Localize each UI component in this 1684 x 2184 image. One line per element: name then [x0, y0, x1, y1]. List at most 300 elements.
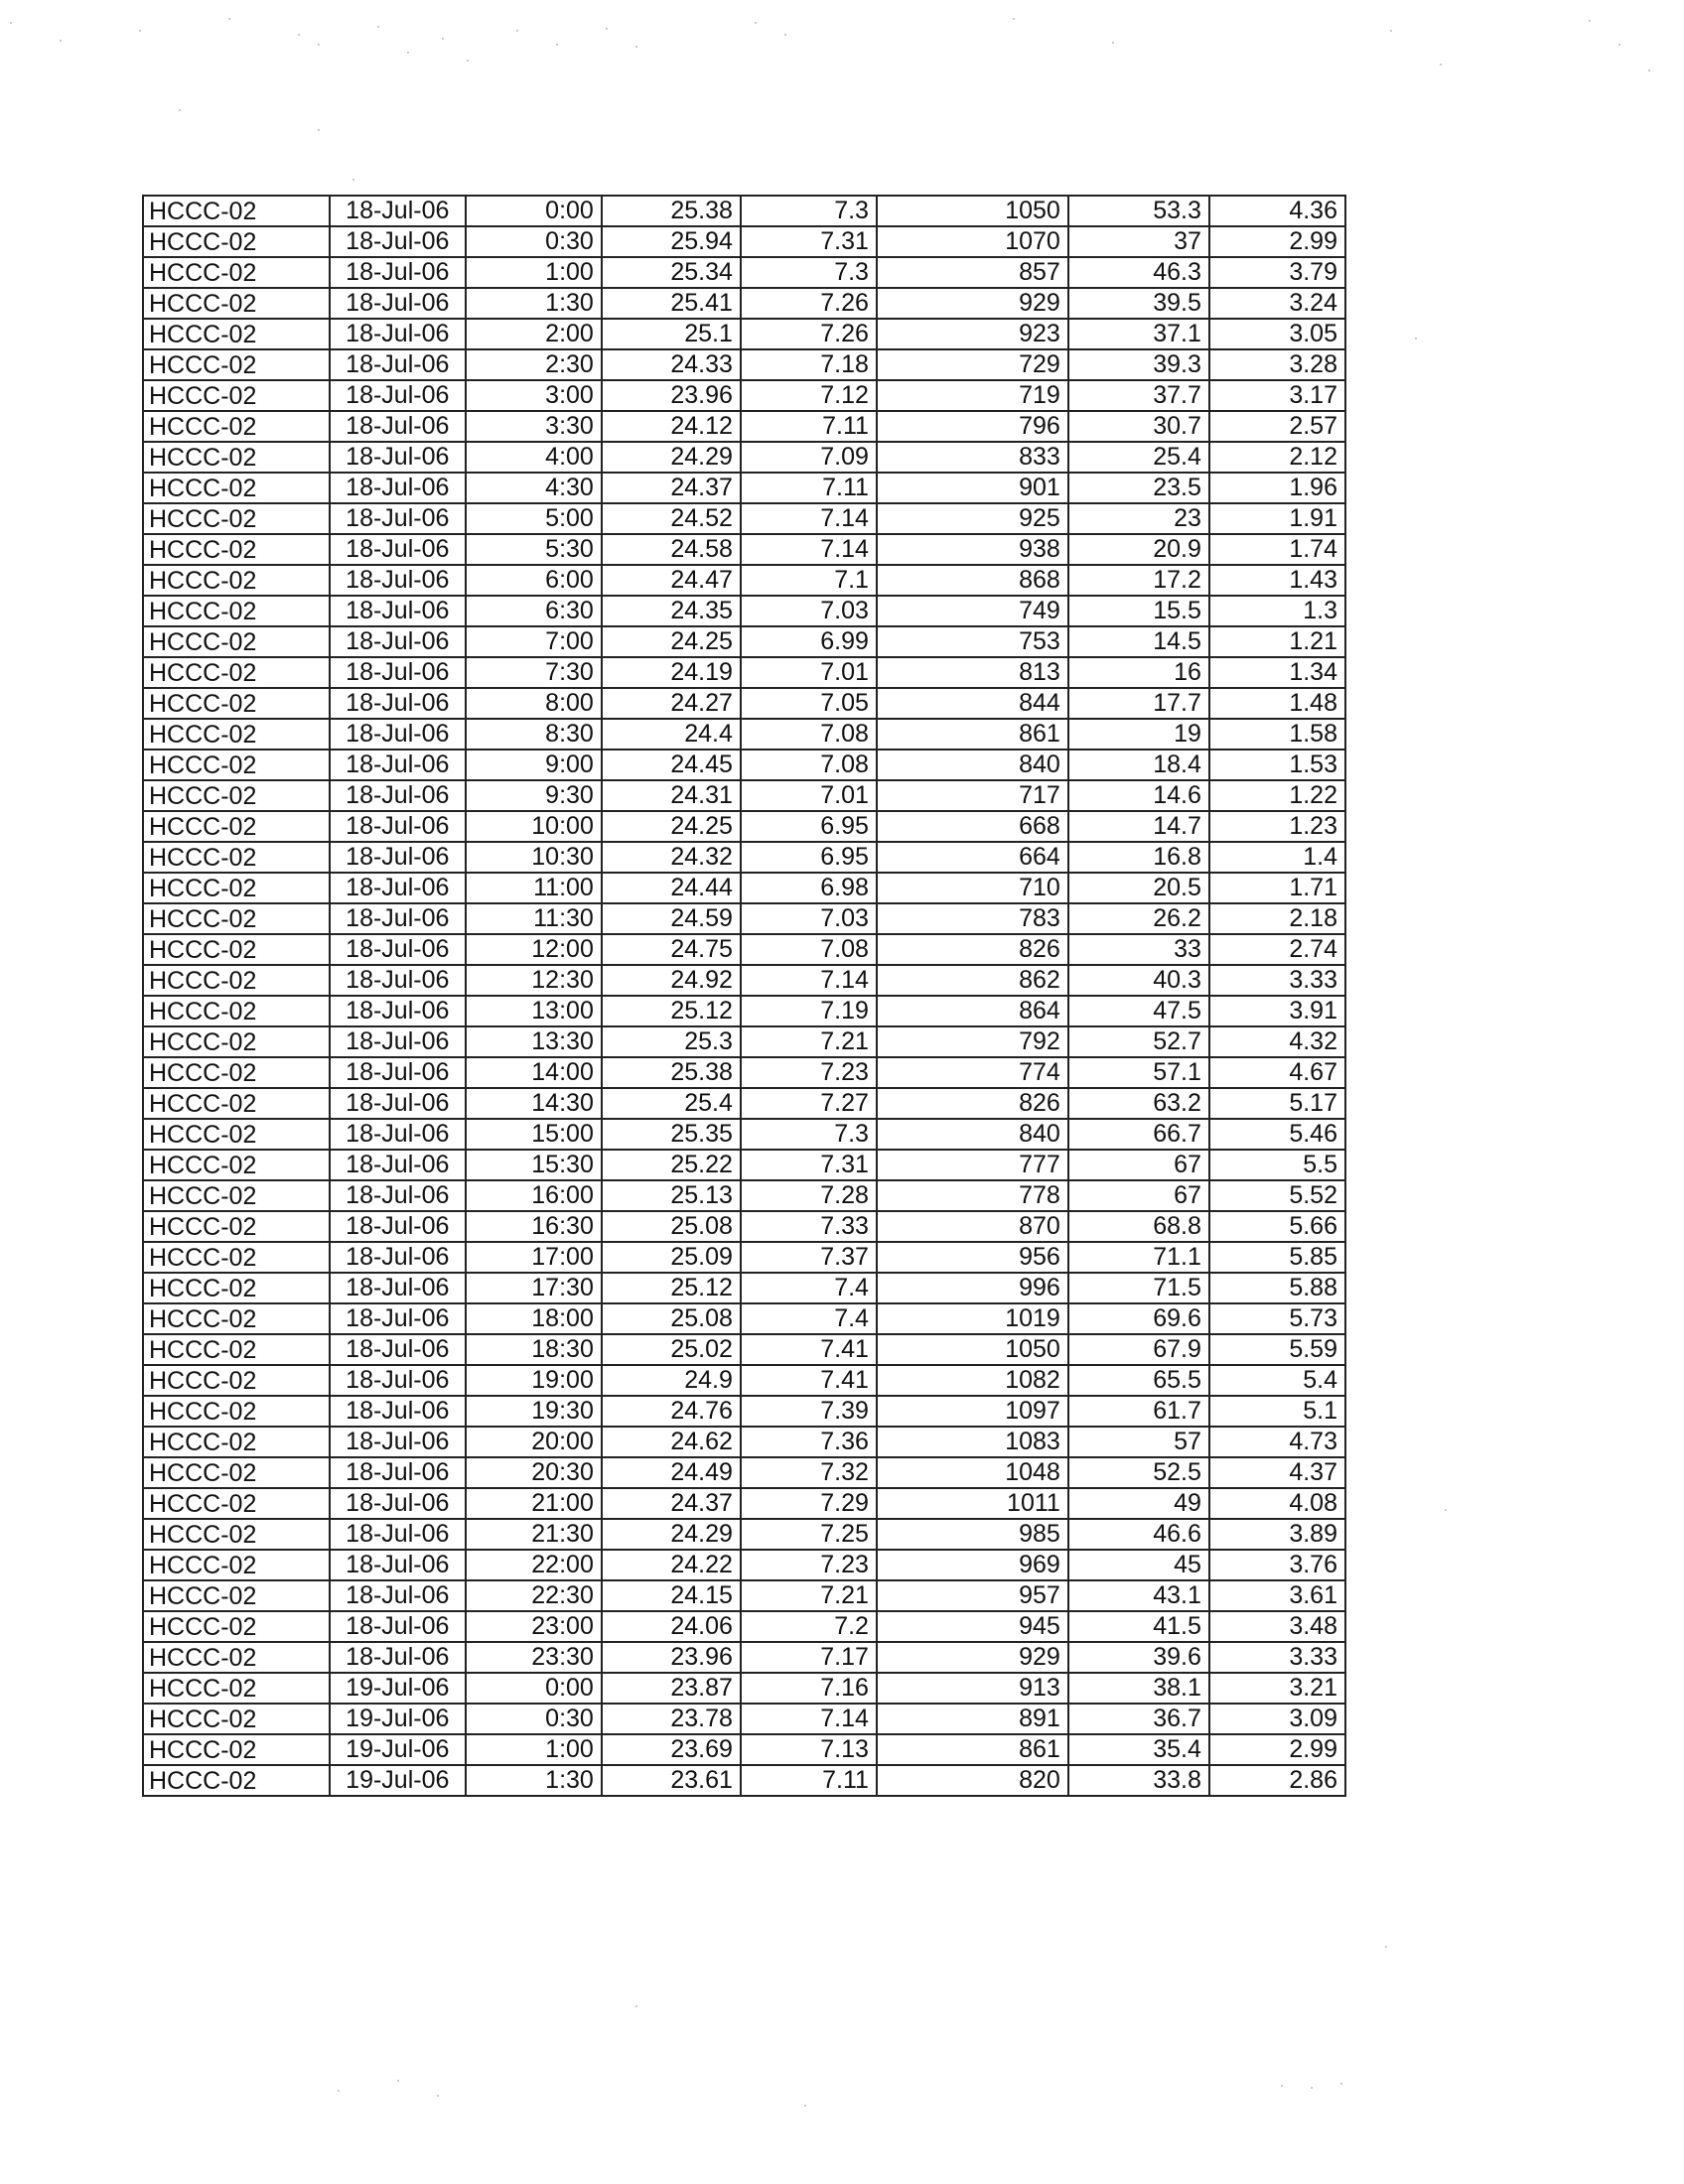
table-row	[143, 596, 1345, 626]
date-cell: 18-Jul-06	[330, 1057, 466, 1088]
value-cell: 1.21	[1209, 626, 1345, 657]
value-cell: 7.4	[741, 1273, 877, 1303]
site-cell: HCCC-02	[143, 1180, 330, 1211]
value-cell: 5.59	[1209, 1334, 1345, 1365]
site-cell: HCCC-02	[143, 1088, 330, 1119]
table-row	[143, 1704, 1345, 1734]
date-cell: 18-Jul-06	[330, 503, 466, 534]
value-cell: 7.3	[741, 196, 877, 226]
date-cell: 19-Jul-06	[330, 1704, 466, 1734]
value-cell: 25.3	[602, 1026, 741, 1057]
site-cell: HCCC-02	[143, 1427, 330, 1457]
value-cell: 24.22	[602, 1550, 741, 1580]
value-cell: 69.6	[1068, 1303, 1209, 1334]
value-cell: 24.37	[602, 473, 741, 503]
date-cell: 18-Jul-06	[330, 473, 466, 503]
date-cell: 18-Jul-06	[330, 965, 466, 996]
date-cell: 18-Jul-06	[330, 1611, 466, 1642]
value-cell: 24.44	[602, 873, 741, 903]
time-cell: 22:30	[466, 1580, 602, 1611]
value-cell: 2.74	[1209, 934, 1345, 965]
table-row	[143, 411, 1345, 442]
site-cell: HCCC-02	[143, 1026, 330, 1057]
value-cell: 25.22	[602, 1150, 741, 1180]
value-cell: 2.99	[1209, 1734, 1345, 1765]
table-row	[143, 1488, 1345, 1519]
value-cell: 2.57	[1209, 411, 1345, 442]
table-row	[143, 196, 1345, 226]
site-cell: HCCC-02	[143, 657, 330, 688]
value-cell: 14.6	[1068, 780, 1209, 811]
site-cell: HCCC-02	[143, 1119, 330, 1150]
value-cell: 1.34	[1209, 657, 1345, 688]
value-cell: 7.17	[741, 1642, 877, 1673]
table-row	[143, 719, 1345, 750]
value-cell: 7.3	[741, 1119, 877, 1150]
table-row	[143, 1611, 1345, 1642]
value-cell: 969	[877, 1550, 1068, 1580]
value-cell: 729	[877, 349, 1068, 380]
value-cell: 826	[877, 934, 1068, 965]
value-cell: 46.6	[1068, 1519, 1209, 1550]
time-cell: 10:30	[466, 842, 602, 873]
value-cell: 3.33	[1209, 965, 1345, 996]
date-cell: 18-Jul-06	[330, 257, 466, 288]
value-cell: 68.8	[1068, 1211, 1209, 1242]
table-row	[143, 811, 1345, 842]
value-cell: 5.1	[1209, 1396, 1345, 1427]
time-cell: 2:30	[466, 349, 602, 380]
site-cell: HCCC-02	[143, 1488, 330, 1519]
site-cell: HCCC-02	[143, 934, 330, 965]
value-cell: 24.19	[602, 657, 741, 688]
date-cell: 18-Jul-06	[330, 1550, 466, 1580]
date-cell: 18-Jul-06	[330, 1365, 466, 1396]
time-cell: 4:30	[466, 473, 602, 503]
date-cell: 18-Jul-06	[330, 1026, 466, 1057]
table-row	[143, 688, 1345, 719]
value-cell: 25.38	[602, 196, 741, 226]
time-cell: 15:00	[466, 1119, 602, 1150]
value-cell: 3.33	[1209, 1642, 1345, 1673]
table-row	[143, 965, 1345, 996]
time-cell: 14:00	[466, 1057, 602, 1088]
site-cell: HCCC-02	[143, 503, 330, 534]
value-cell: 25.12	[602, 1273, 741, 1303]
time-cell: 0:30	[466, 1704, 602, 1734]
value-cell: 664	[877, 842, 1068, 873]
value-cell: 71.5	[1068, 1273, 1209, 1303]
value-cell: 5.46	[1209, 1119, 1345, 1150]
date-cell: 18-Jul-06	[330, 442, 466, 473]
value-cell: 4.36	[1209, 196, 1345, 226]
date-cell: 18-Jul-06	[330, 719, 466, 750]
value-cell: 18.4	[1068, 750, 1209, 780]
table-row	[143, 288, 1345, 319]
value-cell: 3.61	[1209, 1580, 1345, 1611]
time-cell: 3:30	[466, 411, 602, 442]
value-cell: 24.12	[602, 411, 741, 442]
value-cell: 7.11	[741, 411, 877, 442]
site-cell: HCCC-02	[143, 1150, 330, 1180]
value-cell: 7.4	[741, 1303, 877, 1334]
site-cell: HCCC-02	[143, 688, 330, 719]
time-cell: 16:30	[466, 1211, 602, 1242]
value-cell: 1.71	[1209, 873, 1345, 903]
date-cell: 18-Jul-06	[330, 1303, 466, 1334]
time-cell: 9:30	[466, 780, 602, 811]
time-cell: 20:30	[466, 1457, 602, 1488]
date-cell: 18-Jul-06	[330, 1273, 466, 1303]
value-cell: 1.48	[1209, 688, 1345, 719]
table-row	[143, 1057, 1345, 1088]
value-cell: 1.58	[1209, 719, 1345, 750]
site-cell: HCCC-02	[143, 1211, 330, 1242]
value-cell: 7.41	[741, 1334, 877, 1365]
table-row	[143, 257, 1345, 288]
value-cell: 20.5	[1068, 873, 1209, 903]
table-row	[143, 1026, 1345, 1057]
table-row	[143, 319, 1345, 349]
site-cell: HCCC-02	[143, 1673, 330, 1704]
value-cell: 1.96	[1209, 473, 1345, 503]
value-cell: 868	[877, 565, 1068, 596]
value-cell: 7.14	[741, 503, 877, 534]
value-cell: 1.4	[1209, 842, 1345, 873]
date-cell: 18-Jul-06	[330, 1642, 466, 1673]
value-cell: 24.59	[602, 903, 741, 934]
table-row	[143, 565, 1345, 596]
date-cell: 18-Jul-06	[330, 1519, 466, 1550]
site-cell: HCCC-02	[143, 811, 330, 842]
value-cell: 52.5	[1068, 1457, 1209, 1488]
value-cell: 833	[877, 442, 1068, 473]
value-cell: 923	[877, 319, 1068, 349]
site-cell: HCCC-02	[143, 750, 330, 780]
value-cell: 668	[877, 811, 1068, 842]
value-cell: 1.43	[1209, 565, 1345, 596]
table-row	[143, 349, 1345, 380]
value-cell: 7.32	[741, 1457, 877, 1488]
table-row	[143, 1734, 1345, 1765]
date-cell: 19-Jul-06	[330, 1673, 466, 1704]
value-cell: 7.3	[741, 257, 877, 288]
site-cell: HCCC-02	[143, 1396, 330, 1427]
site-cell: HCCC-02	[143, 1734, 330, 1765]
value-cell: 17.7	[1068, 688, 1209, 719]
site-cell: HCCC-02	[143, 1765, 330, 1796]
value-cell: 7.33	[741, 1211, 877, 1242]
value-cell: 7.01	[741, 657, 877, 688]
value-cell: 891	[877, 1704, 1068, 1734]
value-cell: 25.09	[602, 1242, 741, 1273]
time-cell: 5:00	[466, 503, 602, 534]
value-cell: 925	[877, 503, 1068, 534]
value-cell: 3.28	[1209, 349, 1345, 380]
value-cell: 985	[877, 1519, 1068, 1550]
time-cell: 14:30	[466, 1088, 602, 1119]
site-cell: HCCC-02	[143, 1057, 330, 1088]
value-cell: 938	[877, 534, 1068, 565]
value-cell: 24.27	[602, 688, 741, 719]
value-cell: 17.2	[1068, 565, 1209, 596]
table-row	[143, 1303, 1345, 1334]
value-cell: 25.1	[602, 319, 741, 349]
site-cell: HCCC-02	[143, 1580, 330, 1611]
date-cell: 18-Jul-06	[330, 1396, 466, 1427]
value-cell: 25.41	[602, 288, 741, 319]
value-cell: 6.99	[741, 626, 877, 657]
value-cell: 956	[877, 1242, 1068, 1273]
date-cell: 18-Jul-06	[330, 349, 466, 380]
value-cell: 7.36	[741, 1427, 877, 1457]
site-cell: HCCC-02	[143, 1457, 330, 1488]
date-cell: 18-Jul-06	[330, 1150, 466, 1180]
date-cell: 18-Jul-06	[330, 196, 466, 226]
date-cell: 18-Jul-06	[330, 1242, 466, 1273]
value-cell: 7.14	[741, 534, 877, 565]
site-cell: HCCC-02	[143, 380, 330, 411]
value-cell: 49	[1068, 1488, 1209, 1519]
value-cell: 25.34	[602, 257, 741, 288]
date-cell: 18-Jul-06	[330, 1580, 466, 1611]
value-cell: 1097	[877, 1396, 1068, 1427]
site-cell: HCCC-02	[143, 1519, 330, 1550]
value-cell: 24.25	[602, 811, 741, 842]
value-cell: 24.32	[602, 842, 741, 873]
value-cell: 719	[877, 380, 1068, 411]
date-cell: 18-Jul-06	[330, 319, 466, 349]
value-cell: 7.26	[741, 319, 877, 349]
table-row	[143, 534, 1345, 565]
value-cell: 7.05	[741, 688, 877, 719]
site-cell: HCCC-02	[143, 226, 330, 257]
value-cell: 3.76	[1209, 1550, 1345, 1580]
value-cell: 33	[1068, 934, 1209, 965]
value-cell: 1011	[877, 1488, 1068, 1519]
value-cell: 778	[877, 1180, 1068, 1211]
table-row	[143, 1150, 1345, 1180]
value-cell: 61.7	[1068, 1396, 1209, 1427]
value-cell: 5.66	[1209, 1211, 1345, 1242]
time-cell: 23:30	[466, 1642, 602, 1673]
value-cell: 1.74	[1209, 534, 1345, 565]
table-row	[143, 1427, 1345, 1457]
table-row	[143, 1088, 1345, 1119]
time-cell: 1:30	[466, 288, 602, 319]
site-cell: HCCC-02	[143, 1550, 330, 1580]
date-cell: 18-Jul-06	[330, 380, 466, 411]
value-cell: 901	[877, 473, 1068, 503]
value-cell: 3.91	[1209, 996, 1345, 1026]
value-cell: 3.17	[1209, 380, 1345, 411]
time-cell: 12:00	[466, 934, 602, 965]
time-cell: 3:00	[466, 380, 602, 411]
table-row	[143, 380, 1345, 411]
time-cell: 18:30	[466, 1334, 602, 1365]
value-cell: 24.33	[602, 349, 741, 380]
value-cell: 3.89	[1209, 1519, 1345, 1550]
value-cell: 25.35	[602, 1119, 741, 1150]
value-cell: 1050	[877, 196, 1068, 226]
value-cell: 14.7	[1068, 811, 1209, 842]
value-cell: 25.4	[1068, 442, 1209, 473]
time-cell: 2:00	[466, 319, 602, 349]
date-cell: 18-Jul-06	[330, 1211, 466, 1242]
value-cell: 23.87	[602, 1673, 741, 1704]
time-cell: 21:00	[466, 1488, 602, 1519]
value-cell: 6.95	[741, 842, 877, 873]
value-cell: 16.8	[1068, 842, 1209, 873]
value-cell: 24.37	[602, 1488, 741, 1519]
date-cell: 18-Jul-06	[330, 934, 466, 965]
time-cell: 12:30	[466, 965, 602, 996]
time-cell: 1:00	[466, 257, 602, 288]
table-row	[143, 473, 1345, 503]
value-cell: 7.08	[741, 719, 877, 750]
value-cell: 4.32	[1209, 1026, 1345, 1057]
date-cell: 18-Jul-06	[330, 811, 466, 842]
site-cell: HCCC-02	[143, 1242, 330, 1273]
value-cell: 24.4	[602, 719, 741, 750]
value-cell: 19	[1068, 719, 1209, 750]
table-row	[143, 750, 1345, 780]
value-cell: 996	[877, 1273, 1068, 1303]
value-cell: 840	[877, 750, 1068, 780]
value-cell: 7.39	[741, 1396, 877, 1427]
value-cell: 7.23	[741, 1057, 877, 1088]
table-row	[143, 226, 1345, 257]
time-cell: 7:00	[466, 626, 602, 657]
value-cell: 4.37	[1209, 1457, 1345, 1488]
value-cell: 24.45	[602, 750, 741, 780]
time-cell: 11:00	[466, 873, 602, 903]
value-cell: 7.21	[741, 1026, 877, 1057]
table-row	[143, 873, 1345, 903]
value-cell: 24.92	[602, 965, 741, 996]
value-cell: 796	[877, 411, 1068, 442]
date-cell: 18-Jul-06	[330, 288, 466, 319]
value-cell: 25.12	[602, 996, 741, 1026]
value-cell: 63.2	[1068, 1088, 1209, 1119]
site-cell: HCCC-02	[143, 1334, 330, 1365]
table-row	[143, 1273, 1345, 1303]
value-cell: 24.29	[602, 442, 741, 473]
value-cell: 7.03	[741, 903, 877, 934]
value-cell: 23.61	[602, 1765, 741, 1796]
site-cell: HCCC-02	[143, 1365, 330, 1396]
value-cell: 7.03	[741, 596, 877, 626]
value-cell: 861	[877, 1734, 1068, 1765]
value-cell: 20.9	[1068, 534, 1209, 565]
value-cell: 14.5	[1068, 626, 1209, 657]
value-cell: 5.5	[1209, 1150, 1345, 1180]
time-cell: 16:00	[466, 1180, 602, 1211]
value-cell: 774	[877, 1057, 1068, 1088]
value-cell: 929	[877, 1642, 1068, 1673]
site-cell: HCCC-02	[143, 1704, 330, 1734]
date-cell: 18-Jul-06	[330, 996, 466, 1026]
value-cell: 38.1	[1068, 1673, 1209, 1704]
value-cell: 7.14	[741, 1704, 877, 1734]
value-cell: 7.11	[741, 1765, 877, 1796]
table-row	[143, 1580, 1345, 1611]
value-cell: 65.5	[1068, 1365, 1209, 1396]
value-cell: 39.5	[1068, 288, 1209, 319]
time-cell: 1:00	[466, 1734, 602, 1765]
table-row	[143, 442, 1345, 473]
value-cell: 7.18	[741, 349, 877, 380]
value-cell: 1.53	[1209, 750, 1345, 780]
value-cell: 3.09	[1209, 1704, 1345, 1734]
time-cell: 0:00	[466, 1673, 602, 1704]
value-cell: 7.25	[741, 1519, 877, 1550]
time-cell: 13:00	[466, 996, 602, 1026]
value-cell: 1050	[877, 1334, 1068, 1365]
value-cell: 5.85	[1209, 1242, 1345, 1273]
date-cell: 18-Jul-06	[330, 688, 466, 719]
value-cell: 15.5	[1068, 596, 1209, 626]
value-cell: 1.22	[1209, 780, 1345, 811]
value-cell: 6.98	[741, 873, 877, 903]
time-cell: 20:00	[466, 1427, 602, 1457]
value-cell: 864	[877, 996, 1068, 1026]
value-cell: 929	[877, 288, 1068, 319]
value-cell: 24.47	[602, 565, 741, 596]
value-cell: 25.08	[602, 1303, 741, 1334]
value-cell: 2.86	[1209, 1765, 1345, 1796]
value-cell: 7.27	[741, 1088, 877, 1119]
table-row	[143, 503, 1345, 534]
value-cell: 7.28	[741, 1180, 877, 1211]
value-cell: 25.4	[602, 1088, 741, 1119]
value-cell: 7.14	[741, 965, 877, 996]
value-cell: 3.21	[1209, 1673, 1345, 1704]
value-cell: 37	[1068, 226, 1209, 257]
table-row	[143, 1519, 1345, 1550]
value-cell: 3.79	[1209, 257, 1345, 288]
table-row	[143, 626, 1345, 657]
table-row	[143, 657, 1345, 688]
time-cell: 8:30	[466, 719, 602, 750]
table-row	[143, 1642, 1345, 1673]
site-cell: HCCC-02	[143, 1611, 330, 1642]
table-row	[143, 996, 1345, 1026]
value-cell: 33.8	[1068, 1765, 1209, 1796]
value-cell: 7.16	[741, 1673, 877, 1704]
time-cell: 15:30	[466, 1150, 602, 1180]
time-cell: 21:30	[466, 1519, 602, 1550]
value-cell: 66.7	[1068, 1119, 1209, 1150]
site-cell: HCCC-02	[143, 719, 330, 750]
value-cell: 5.52	[1209, 1180, 1345, 1211]
date-cell: 18-Jul-06	[330, 534, 466, 565]
value-cell: 783	[877, 903, 1068, 934]
value-cell: 24.62	[602, 1427, 741, 1457]
value-cell: 24.06	[602, 1611, 741, 1642]
value-cell: 777	[877, 1150, 1068, 1180]
value-cell: 2.99	[1209, 226, 1345, 257]
value-cell: 67.9	[1068, 1334, 1209, 1365]
table-row	[143, 780, 1345, 811]
date-cell: 18-Jul-06	[330, 1488, 466, 1519]
date-cell: 18-Jul-06	[330, 750, 466, 780]
time-cell: 6:30	[466, 596, 602, 626]
value-cell: 3.48	[1209, 1611, 1345, 1642]
value-cell: 945	[877, 1611, 1068, 1642]
value-cell: 7.29	[741, 1488, 877, 1519]
table-row	[143, 1457, 1345, 1488]
